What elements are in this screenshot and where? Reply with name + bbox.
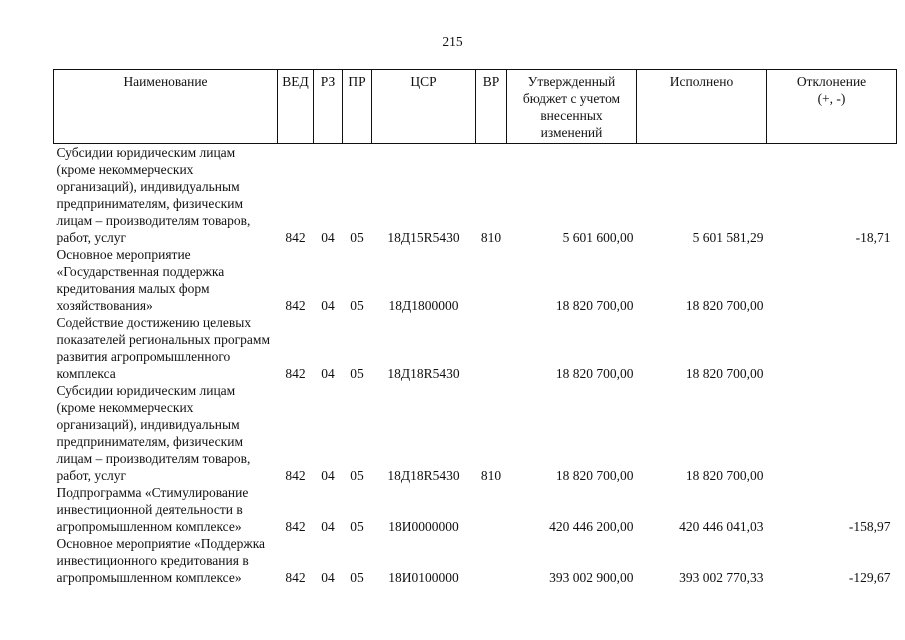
row-rz: 04 — [321, 298, 335, 313]
budget-execution-table — [53, 69, 897, 586]
row-budget: 18 820 700,00 — [555, 298, 634, 313]
row-vr — [476, 535, 507, 586]
row-ved: 842 — [285, 570, 306, 585]
row-ved: 842 — [285, 230, 306, 245]
row-pr: 05 — [350, 570, 364, 585]
row-name: Подпрограмма «Стимулирование инвестиционной деятельности в агропромышленном комплексе» — [56, 485, 249, 534]
header-pr: ПР — [343, 70, 372, 144]
row-deviation: -158,97 — [848, 519, 891, 534]
row-executed: 5 601 581,29 — [692, 230, 764, 245]
row-rz: 04 — [321, 468, 335, 483]
row-budget: 18 820 700,00 — [555, 366, 634, 381]
header-deviation: Отклонение (+, -) — [767, 70, 897, 144]
row-executed: 18 820 700,00 — [685, 366, 764, 381]
row-budget: 18 820 700,00 — [555, 468, 634, 483]
row-deviation — [767, 314, 897, 382]
row-deviation: -129,67 — [848, 570, 891, 585]
row-vr: 810 — [480, 230, 502, 245]
row-executed: 393 002 770,33 — [679, 570, 764, 585]
header-csr: ЦСР — [372, 70, 476, 144]
row-name: Содействие достижению целевых показателей региональных программ развития агропромышленного комплекса — [56, 315, 271, 381]
row-deviation — [767, 246, 897, 314]
row-budget: 420 446 200,00 — [549, 519, 634, 534]
header-executed: Исполнено — [637, 70, 767, 144]
row-rz: 04 — [321, 230, 335, 245]
table-row — [54, 314, 897, 382]
row-csr: 18Д18R5430 — [387, 366, 460, 381]
row-ved: 842 — [285, 468, 306, 483]
row-rz: 04 — [321, 570, 335, 585]
row-rz: 04 — [321, 519, 335, 534]
table-row — [54, 382, 897, 484]
header-budget: Утвержденный бюджет с учетом внесенных изменений — [507, 70, 637, 144]
header-ved: ВЕД — [278, 70, 314, 144]
table-row — [54, 144, 897, 247]
row-budget: 5 601 600,00 — [562, 230, 634, 245]
row-vr — [476, 246, 507, 314]
row-deviation — [767, 382, 897, 484]
row-executed: 18 820 700,00 — [685, 298, 764, 313]
row-csr: 18Д1800000 — [388, 298, 459, 313]
row-vr: 810 — [480, 468, 502, 483]
row-pr: 05 — [350, 366, 364, 381]
row-executed: 18 820 700,00 — [685, 468, 764, 483]
table-header-row — [54, 70, 897, 144]
row-csr: 18И0100000 — [388, 570, 459, 585]
header-rz: РЗ — [314, 70, 343, 144]
row-pr: 05 — [350, 298, 364, 313]
row-name: Субсидии юридическим лицам (кроме некоммерческих организаций), индивидуальным предпринимателям, физическим лицам – производителям товаров, работ, услуг — [56, 383, 251, 483]
row-executed: 420 446 041,03 — [679, 519, 764, 534]
row-pr: 05 — [350, 230, 364, 245]
row-pr: 05 — [350, 519, 364, 534]
row-deviation: -18,71 — [855, 230, 891, 245]
row-budget: 393 002 900,00 — [549, 570, 634, 585]
header-name: Наименование — [54, 70, 278, 144]
row-ved: 842 — [285, 298, 306, 313]
header-vr: ВР — [476, 70, 507, 144]
row-name: Субсидии юридическим лицам (кроме некоммерческих организаций), индивидуальным предпринимателям, физическим лицам – производителям товаров, работ, услуг — [56, 145, 251, 245]
table-row — [54, 535, 897, 586]
row-csr: 18Д18R5430 — [387, 468, 460, 483]
row-vr — [476, 484, 507, 535]
row-csr: 18Д15R5430 — [387, 230, 460, 245]
row-name: Основное мероприятие «Поддержка инвестиционного кредитования в агропромышленном комплексе» — [56, 536, 266, 585]
row-vr — [476, 314, 507, 382]
page-number: 215 — [442, 34, 463, 49]
row-rz: 04 — [321, 366, 335, 381]
table-row — [54, 246, 897, 314]
row-ved: 842 — [285, 366, 306, 381]
row-ved: 842 — [285, 519, 306, 534]
row-csr: 18И0000000 — [388, 519, 459, 534]
table-row — [54, 484, 897, 535]
row-pr: 05 — [350, 468, 364, 483]
row-name: Основное мероприятие «Государственная поддержка кредитования малых форм хозяйствования» — [56, 247, 225, 313]
